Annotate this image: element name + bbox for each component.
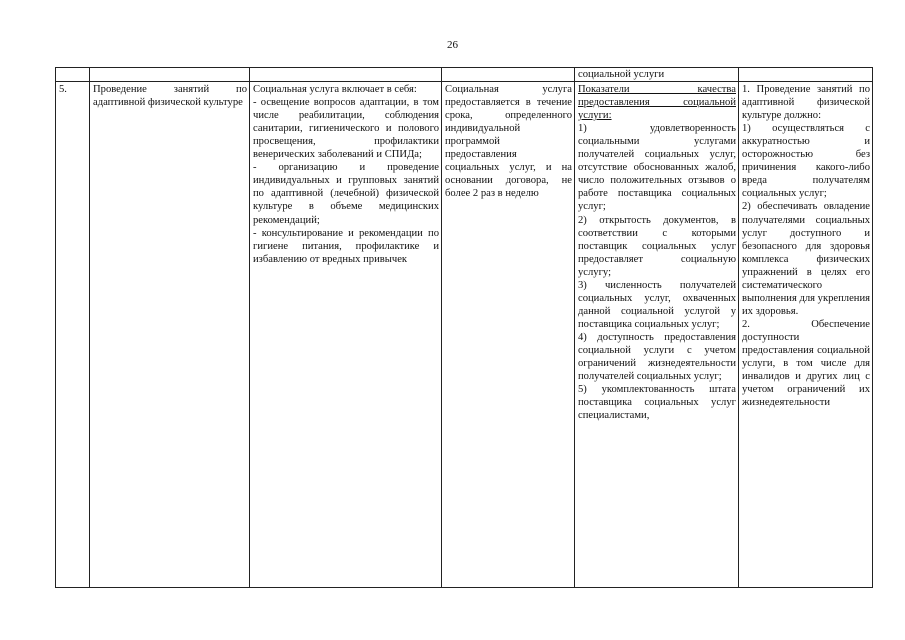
indicators-cell [575,82,739,588]
evaluation-paragraph: 1. Проведение занятий по адаптивной физической культуре должно: [742,84,870,122]
service-term: Социальная услуга предоставляется в течение срока, определенного индивидуальной программой предоставления социальных услуг, и на основании договора, не более 2 раз в неделю [445,84,572,200]
indicator-item: 2) открытость документов, в соответствии с которыми поставщик социальных услуг предоставляет социальную услугу; [578,214,736,278]
page-number: 26 [447,39,458,51]
term-cell [442,82,575,588]
service-content-paragraph: - консультирование и рекомендации по гигиене питания, профилактике и избавлению от вредных привычек [253,227,439,265]
indicator-item: 5) укомплектованность штата поставщика социальных услуг специалистами, [578,384,736,422]
service-content-cell [250,82,442,588]
continuation-cell-number [56,68,90,82]
indicator-item: 4) доступность предоставления социальной услуги с учетом ограничений жизнедеятельности получателей социальных услуг; [578,331,736,383]
service-content-paragraph: - освещение вопросов адаптации, в том числе реабилитации, соблюдения санитарии, гигиенического и полового просвещения, профилактики венерических заболеваний и СПИДа; [253,97,439,161]
service-name-cell [90,82,250,588]
evaluation-paragraph: 2) обеспечивать овладение получателями социальных услуг доступного и безопасного для здоровья комплекса физических упражнений в целях его систематического выполнения для укрепления их здоровья. [742,201,870,317]
indicators-heading: Показатели качества предоставления социальной услуги: [578,84,736,122]
evaluation-paragraph: 1) осуществляться с аккуратностью и осторожностью без причинения какого-либо вреда получателям социальных услуг; [742,123,870,200]
evaluation-cell [739,82,873,588]
continuation-text: социальной услуги [578,69,665,80]
table-row [56,82,873,588]
continuation-cell-content [250,68,442,82]
evaluation-paragraph: 2. Обеспечение доступности предоставления социальной услуги, в том числе для инвалидов и других лиц с учетом ограничений их жизнедеятельности [742,318,870,409]
service-name: Проведение занятий по адаптивной физической культуре [93,84,247,109]
continuation-row [56,68,873,82]
continuation-cell-term [442,68,575,82]
indicator-item: 1) удовлетворенность социальными услугами получателей социальных услуг, отсутствие обоснованных жалоб, число положительных отзывов о работе поставщика социальных услуг; [578,123,736,213]
indicator-item: 3) численность получателей социальных услуг, охваченных данной социальной услугой у поставщика социальных услуг; [578,279,736,330]
continuation-cell-evaluation [739,68,873,82]
row-number: 5. [59,84,67,96]
row-number-cell [56,82,90,588]
continuation-cell-name [90,68,250,82]
service-content-paragraph: Социальная услуга включает в себя: [253,84,417,96]
social-services-table [55,67,873,588]
continuation-cell-indicators [575,68,739,82]
service-content-paragraph: - организацию и проведение индивидуальных и групповых занятий по адаптивной (лечебной) физической культуре в объеме медицинских рекомендаций; [253,162,439,226]
